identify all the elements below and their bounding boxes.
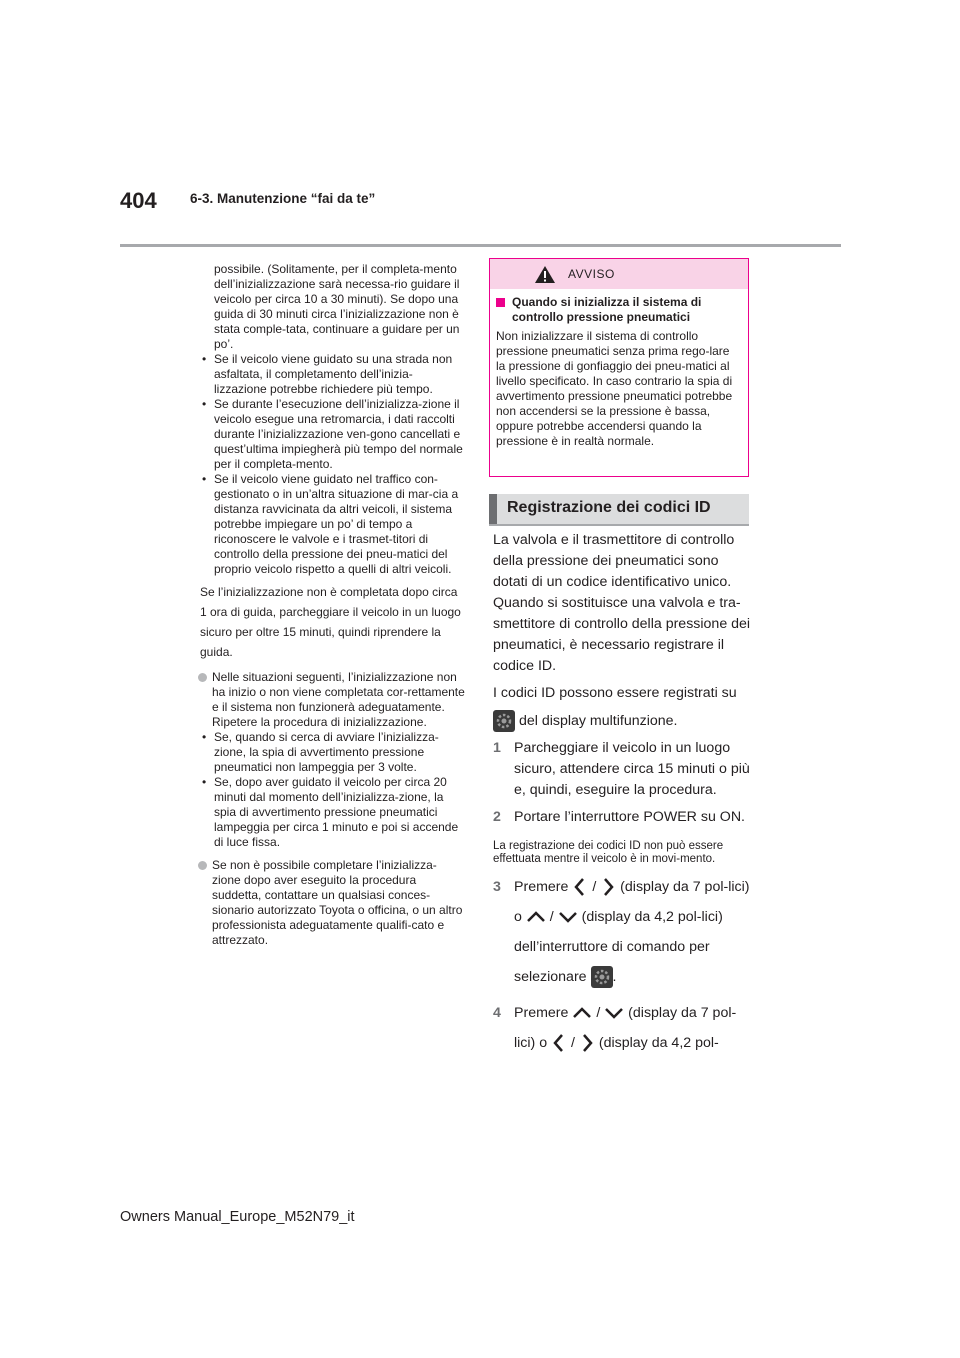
step-1	[493, 738, 753, 801]
note-text: Nelle situazioni seguenti, l’inizializzazione non ha inizio o non viene completata cor-rettamente e il sistema non funzionerà adeguatamente. Ripetere la procedura di inizializzazione.	[212, 670, 465, 729]
bullet-text: Se il veicolo viene guidato nel traffico con-gestionato o in un’altra situazione di mar-cia a distanza ravvicinata da altri veicoli, il sistema potrebbe impiegare un po’ di tempo a riconoscere le valvole e i trasmet-titori di controllo della pressione dei pneu-matici del proprio veicolo rispetto a quelli di altri veicoli.	[214, 472, 459, 576]
slash: /	[549, 909, 554, 925]
note-text: Se non è possibile completare l’inizializza-zione dopo aver eseguito la procedura suddetta, contattare un qualsiasi conces-sionario autorizzato Toyota o officina, o un altro professionista adeguatamente qualifi-cato e attrezzato.	[212, 858, 463, 947]
warning-subheading	[496, 295, 742, 325]
page-number: 404	[120, 188, 157, 213]
movement-note: La registrazione dei codici ID non può essere effettuata mentre il veicolo è in movi-mento.	[493, 840, 724, 865]
step-text: (display da 4,2 pol-lici) dell’interruttore di comando per selezionare	[514, 909, 723, 985]
bullet-text: Se il veicolo viene guidato su una strada non asfaltata, il completamento dell’inizia-lizzazione potrebbe richiedere più tempo.	[214, 352, 453, 396]
step-text: (display da 4,2 pol-	[598, 1035, 719, 1051]
chevron-right-icon	[579, 1033, 595, 1053]
warning-box	[489, 258, 749, 477]
bullet-item: • Se durante l’esecuzione dell’inizializza-zione il veicolo esegue una retromarcia, i dati raccolti durante l’inizializzazione ven-gono cancellati e quest’ultima impiegherà più tempo del normale per il completa-mento.	[202, 397, 463, 471]
step-text: (display da 7 pol-lici) o	[514, 879, 750, 925]
section-heading	[489, 494, 749, 524]
warning-triangle-icon	[534, 265, 556, 284]
settings-gear-icon	[591, 966, 613, 988]
section-title: 6-3. Manutenzione “fai da te”	[190, 191, 376, 206]
chevron-left-icon	[572, 877, 588, 897]
square-bullet-icon	[496, 298, 505, 307]
chevron-down-icon	[604, 1006, 624, 1020]
bullet-item: • Se il veicolo viene guidato nel traffico con-gestionato o in un’altra situazione di mar-cia a distanza ravvicinata da altri veicoli, il sistema potrebbe impiegare un po’ di tempo a riconoscere le valvole e i trasmet-titori di controllo della pressione dei pneu-matici del proprio veicolo rispetto a quelli di altri veicoli.	[202, 472, 459, 576]
codes-line-2	[493, 710, 753, 732]
note-item	[200, 670, 465, 730]
not-complete-paragraph: Se l’inizializzazione non è completata dopo circa 1 ora di guida, parcheggiare il veicolo in un luogo sicuro per oltre 15 minuti, quindi riprendere la guida.	[200, 585, 461, 659]
heading-rule	[489, 524, 749, 526]
chevron-right-icon	[600, 877, 616, 897]
bullet-item: • Se, dopo aver guidato il veicolo per circa 20 minuti dal momento dell’inizializza-zione, la spia di avvertimento pressione pneumatici lampeggia per circa 1 minuto e poi si accende di luce fissa.	[202, 775, 459, 849]
grey-bullet-icon	[198, 673, 207, 682]
section-heading-text: Registrazione dei codici ID	[507, 499, 711, 516]
slash: /	[596, 1005, 601, 1021]
step-number: 2	[493, 809, 501, 825]
step-text: Premere	[514, 1005, 569, 1021]
left-column	[200, 262, 465, 948]
step-3	[493, 872, 753, 992]
slash: /	[592, 879, 597, 895]
chevron-down-icon	[558, 910, 578, 924]
step-number: 1	[493, 740, 501, 756]
codes-line-text: del display multifunzione.	[518, 712, 678, 729]
note-item	[200, 858, 465, 948]
bullet-text: Se durante l’esecuzione dell’inizializza-zione il veicolo esegue una retromarcia, i dati raccolti durante l’inizializzazione ven-gono cancellati e quest’ultima impiegherà più tempo del normale per il completa-mento.	[214, 397, 463, 471]
footer-text: Owners Manual_Europe_M52N79_it	[120, 1209, 355, 1225]
intro-continuation: possibile. (Solitamente, per il completa-mento dell’inizializzazione sarà necessa-rio guidare il veicolo per circa 10 a 30 minuti). Se dopo una guida di 30 minuti circa l’inizializzazione non è stata comple-tata, continuare a guidare per un po’.	[214, 262, 460, 351]
bullet-text: Se, dopo aver guidato il veicolo per circa 20 minuti dal momento dell’inizializza-zione, la spia di avvertimento pressione pneumatici lampeggia per circa 1 minuto e poi si accende di luce fissa.	[214, 775, 459, 849]
warning-title: AVVISO	[568, 267, 615, 281]
codes-line: I codici ID possono essere registrati su	[493, 685, 737, 701]
grey-bullet-icon	[198, 861, 207, 870]
bullet-text: Se, quando si cerca di avviare l’inizializza-zione, la spia di avvertimento pressione pneumatici non lampeggia per 3 volte.	[214, 730, 439, 774]
warning-subheading-text: Quando si inizializza il sistema di controllo pressione pneumatici	[512, 295, 702, 324]
warning-body: Non inizializzare il sistema di controllo pressione pneumatici senza prima rego-lare la pressione di gonfiaggio dei pneu-matici al livello specificato. In caso contrario la spia di avvertimento pressione pneumatici potrebbe non accendersi se la pressione è bassa, oppure potrebbe accendersi quando la pressione è in realtà normale.	[496, 329, 733, 448]
warning-header	[490, 259, 748, 289]
settings-gear-icon	[493, 710, 515, 732]
period: .	[612, 969, 617, 985]
step-text: (display da 7 pol-lici) o	[514, 1005, 737, 1051]
step-text: Portare l’interruttore POWER su ON.	[514, 809, 746, 825]
step-text: Parcheggiare il veicolo in un luogo sicuro, attendere circa 15 minuti o più e, quindi, eseguire la procedura.	[514, 740, 750, 798]
step-2	[493, 807, 753, 828]
chevron-left-icon	[551, 1033, 567, 1053]
intro-paragraph: La valvola e il trasmettitore di controllo della pressione dei pneumatici sono dotati di un codice identificativo unico. Quando si sostituisce una valvola e tra-smettitore di controllo della pressione dei pneumatici, è necessario registrare il codice ID.	[493, 532, 751, 674]
bullet-item: • Se il veicolo viene guidato su una strada non asfaltata, il completamento dell’inizia-lizzazione potrebbe richiedere più tempo.	[202, 352, 453, 396]
chevron-up-icon	[526, 910, 546, 924]
step-text: Premere	[514, 879, 569, 895]
right-column	[493, 530, 753, 1058]
bullet-item: • Se, quando si cerca di avviare l’inizializza-zione, la spia di avvertimento pressione pneumatici non lampeggia per 3 volte.	[202, 730, 439, 774]
slash: /	[571, 1035, 575, 1051]
step-number: 3	[493, 879, 501, 895]
header-rule	[120, 244, 841, 247]
step-4	[493, 998, 753, 1058]
step-number: 4	[493, 1005, 501, 1021]
chevron-up-icon	[572, 1006, 592, 1020]
